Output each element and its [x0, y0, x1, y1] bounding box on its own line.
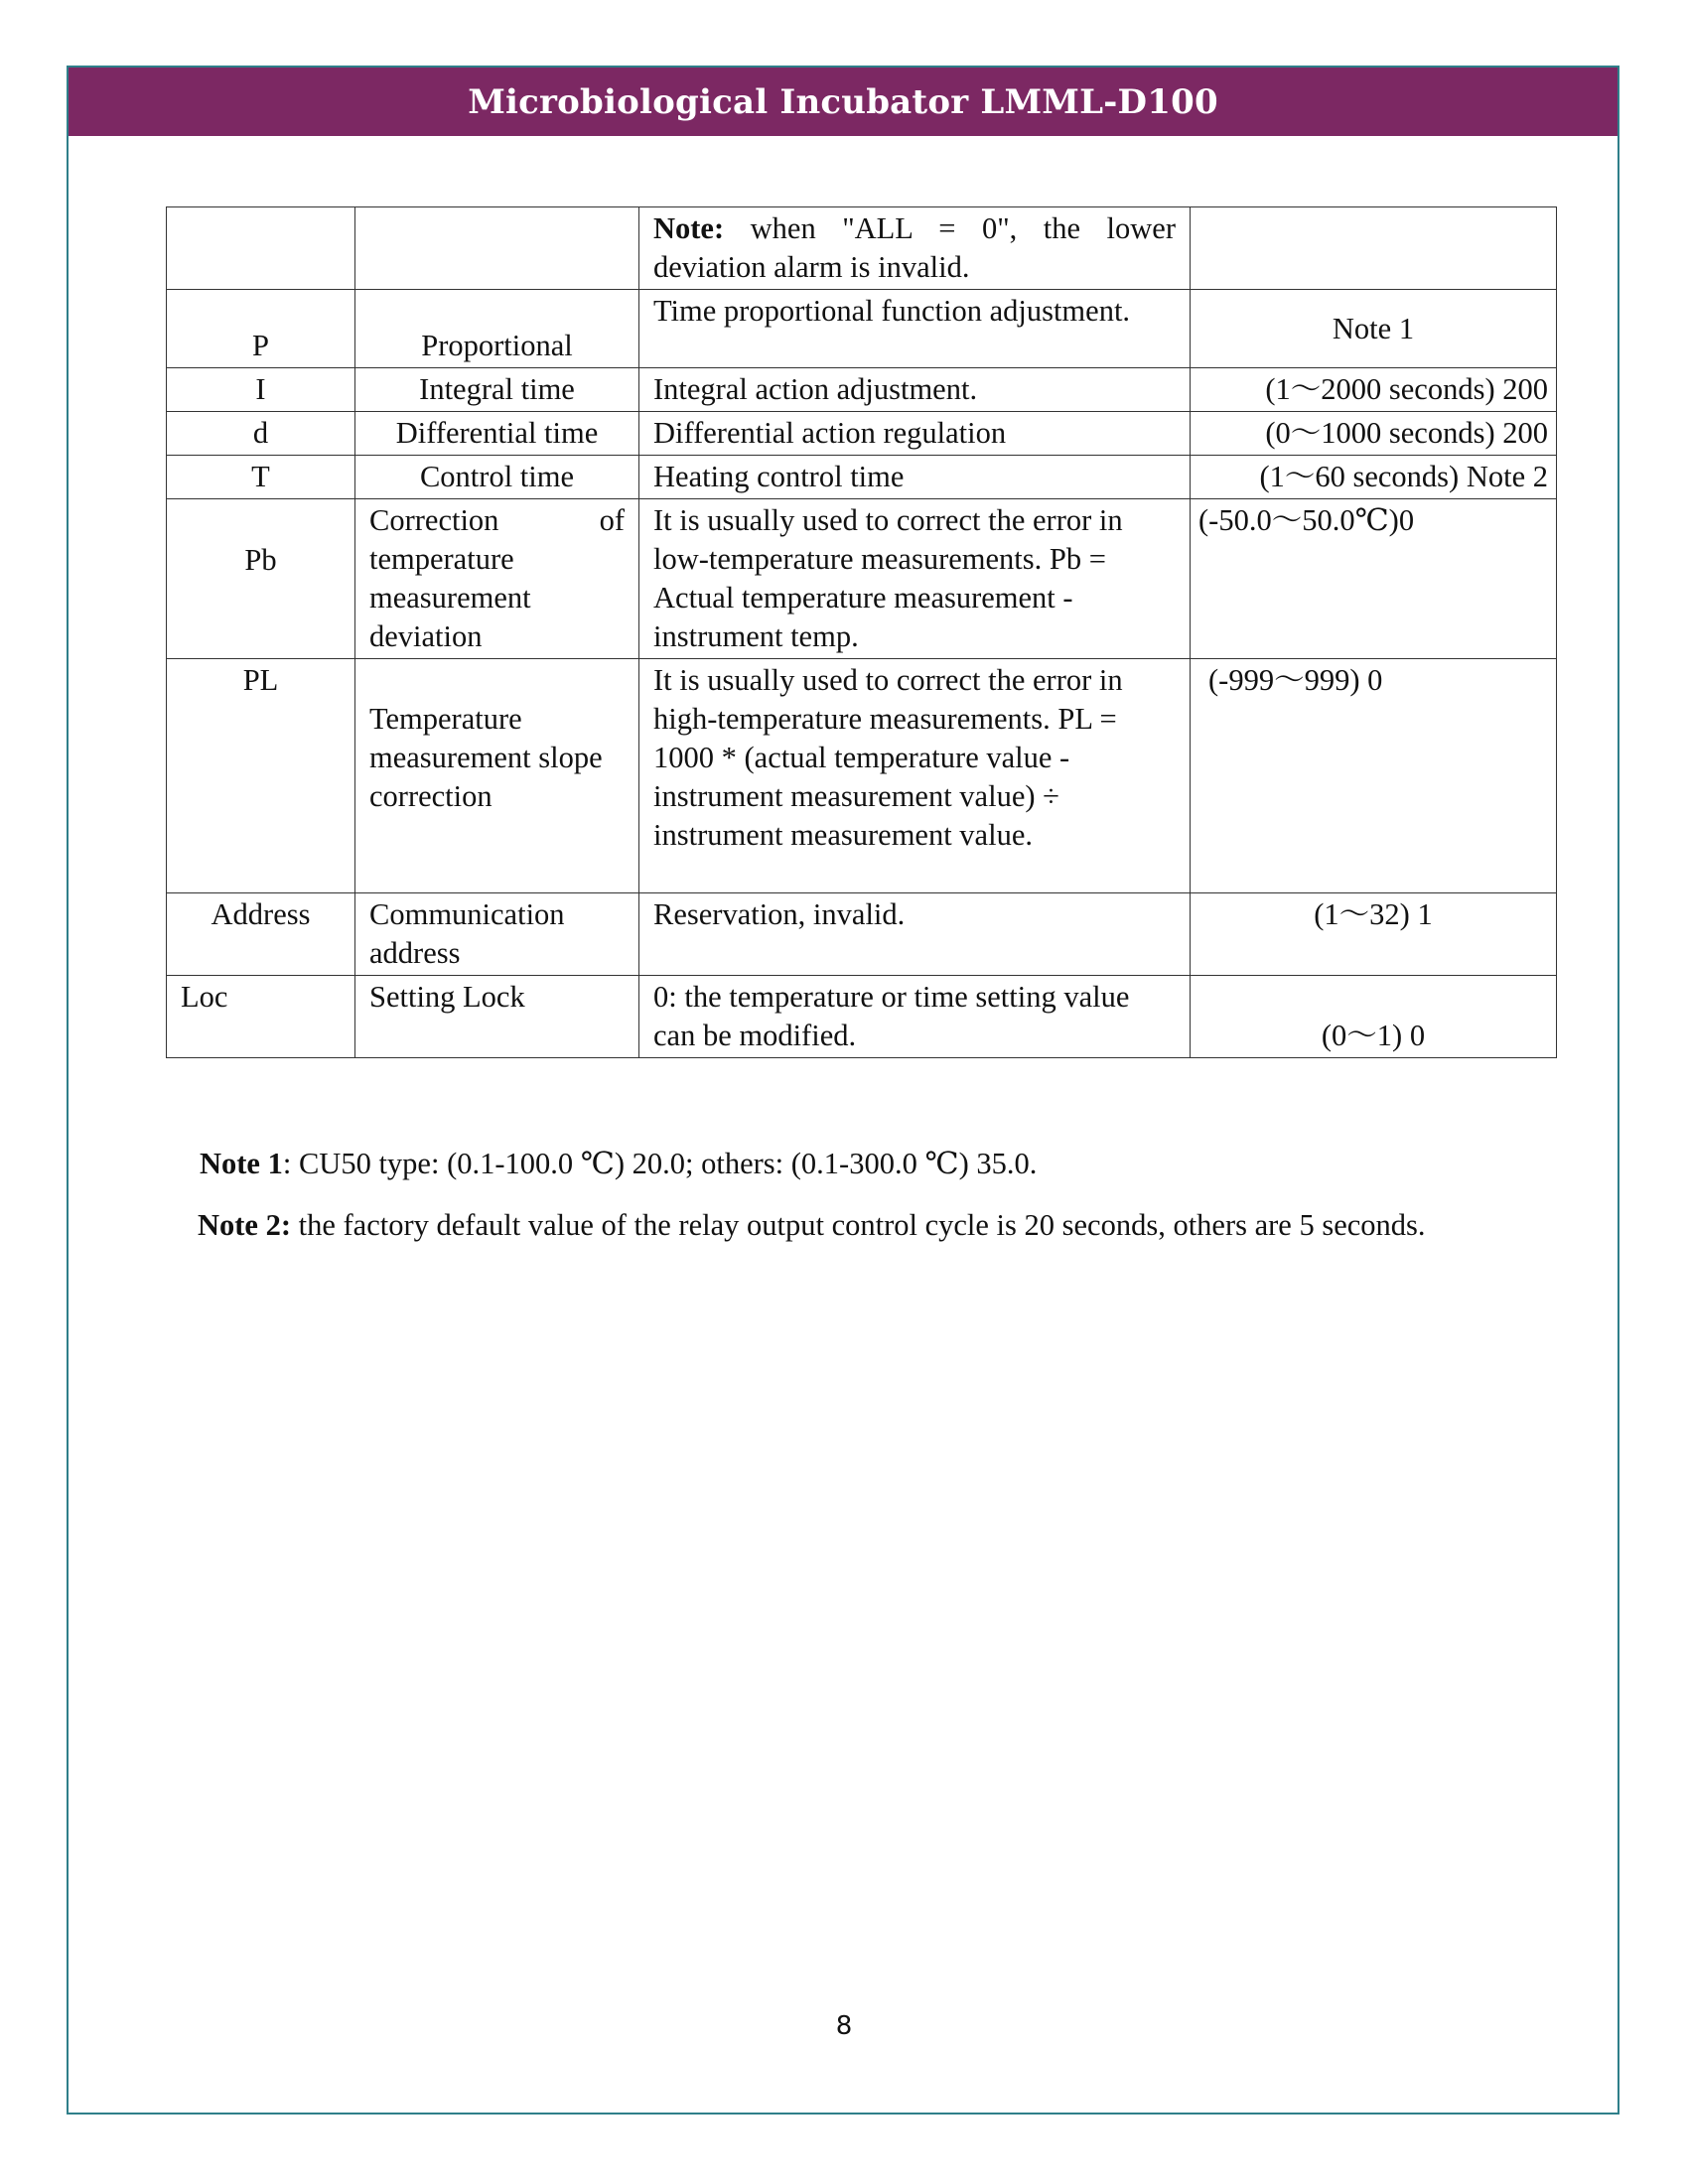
table-row: [167, 368, 1557, 412]
note-1-text: : CU50 type: (0.1-100.0 ℃) 20.0; others: (0.1-300.0 ℃) 35.0.: [282, 1147, 1038, 1180]
param-code: [167, 207, 355, 290]
param-range: (0～1000 seconds) 200: [1191, 412, 1557, 456]
table-row: [167, 456, 1557, 499]
note-text: when "ALL = 0", the lower deviation alarm is invalid.: [653, 211, 1176, 284]
note-2-text: the factory default value of the relay output control cycle is 20 seconds, others are 5 seconds.: [291, 1208, 1426, 1242]
parameter-table: [166, 206, 1557, 1058]
param-code: P: [167, 290, 355, 368]
param-name: [355, 207, 639, 290]
note-label: Note:: [653, 211, 725, 245]
table-row: [167, 976, 1557, 1058]
param-code: Pb: [167, 499, 355, 659]
param-description: Integral action adjustment.: [639, 368, 1191, 412]
document-header: [69, 68, 1618, 136]
param-range: (0～1) 0: [1191, 976, 1557, 1058]
param-description: Reservation, invalid.: [639, 893, 1191, 976]
param-code: PL: [167, 659, 355, 893]
param-range: (1～32) 1: [1191, 893, 1557, 976]
table-row: [167, 893, 1557, 976]
document-title: Microbiological Incubator LMML-D100: [468, 81, 1218, 122]
param-code: Address: [167, 893, 355, 976]
param-name: Differential time: [355, 412, 639, 456]
note-2: [198, 1205, 1490, 1245]
param-name: Temperature measurement slope correction: [355, 659, 639, 893]
param-range: (1～60 seconds) Note 2: [1191, 456, 1557, 499]
table-row: [167, 412, 1557, 456]
param-name: Communication address: [355, 893, 639, 976]
param-description: Time proportional function adjustment.: [639, 290, 1191, 368]
param-name: Integral time: [355, 368, 639, 412]
note-1-label: Note 1: [200, 1147, 283, 1180]
param-name: Proportional: [355, 290, 639, 368]
param-description: [639, 207, 1191, 290]
param-code: I: [167, 368, 355, 412]
page-number: 8: [835, 2011, 853, 2041]
table-row: [167, 207, 1557, 290]
param-range: [1191, 207, 1557, 290]
param-description: 0: the temperature or time setting value can be modified.: [639, 976, 1191, 1058]
note-2-label: Note 2:: [198, 1208, 292, 1242]
param-range: (-50.0～50.0℃)0: [1191, 499, 1557, 659]
param-code: T: [167, 456, 355, 499]
param-name: Correction of temperature measurement deviation: [355, 499, 639, 659]
table-row: [167, 290, 1557, 368]
param-description: Differential action regulation: [639, 412, 1191, 456]
table-row: [167, 659, 1557, 893]
notes-section: [200, 1144, 1490, 1267]
param-code: Loc: [167, 976, 355, 1058]
param-range: (-999～999) 0: [1191, 659, 1557, 893]
param-name: Control time: [355, 456, 639, 499]
param-description: It is usually used to correct the error in high-temperature measurements. PL = 1000 * (actual temperature value - instrument measurement value) ÷ instrument measurement value.: [639, 659, 1191, 893]
table-row: [167, 499, 1557, 659]
param-description: Heating control time: [639, 456, 1191, 499]
param-code: d: [167, 412, 355, 456]
note-1: [200, 1144, 1490, 1183]
param-range: (1～2000 seconds) 200: [1191, 368, 1557, 412]
param-name: Setting Lock: [355, 976, 639, 1058]
param-description: It is usually used to correct the error in low-temperature measurements. Pb = Actual temperature measurement - instrument temp.: [639, 499, 1191, 659]
param-range: Note 1: [1191, 290, 1557, 368]
